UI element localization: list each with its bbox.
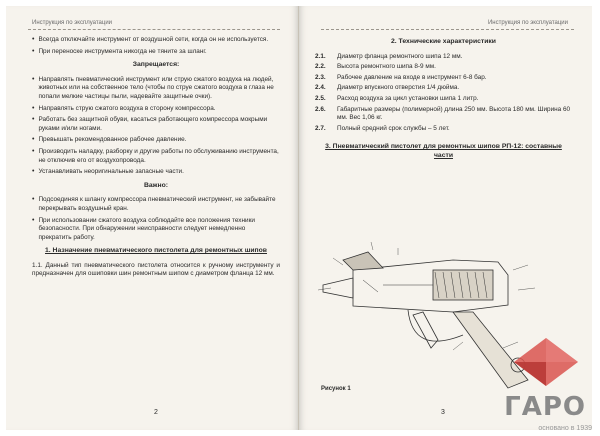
spec-number: 2.5.	[315, 94, 326, 102]
running-head: Инструкция по эксплуатации	[32, 20, 113, 26]
logo-subtitle: основано в 1939	[538, 425, 592, 432]
spec-text: Диаметр фланца ремонтного шипа 12 мм.	[337, 52, 463, 60]
logo-text: ГАРО	[504, 392, 586, 422]
bullet-item	[32, 148, 280, 165]
spec-number: 2.4.	[315, 84, 326, 92]
parts-heading: 3. Пневматический пистолет для ремонтных шипов РП-12: составные части	[325, 143, 562, 159]
spec-number: 2.7.	[315, 124, 326, 132]
left-page-content	[32, 36, 280, 282]
bullet-text: Направлять пневматический инструмент или струю сжатого воздуха на людей, животных или на собственное тело (чтобы по струе сжатого воздуха в глаза не попали мелкие частицы пыли, надевайте защитные очки).	[38, 75, 274, 100]
bullet-icon: •	[32, 36, 35, 43]
spec-item	[315, 63, 572, 72]
running-rule	[28, 29, 280, 30]
bullet-text: При переноске инструмента никогда не тяните за шланг.	[38, 47, 207, 55]
spec-number: 2.1.	[315, 52, 326, 60]
spec-text: Полный средний срок службы – 5 лет.	[337, 124, 450, 132]
right-page-content	[315, 36, 572, 167]
spec-item	[315, 84, 572, 93]
spec-text: Диаметр впускного отверстия 1/4 дюйма.	[337, 84, 460, 92]
running-rule	[321, 29, 574, 30]
pistol-nozzle	[323, 278, 353, 298]
bullet-item	[32, 217, 280, 243]
bullet-text: Превышать рекомендованное рабочее давление.	[38, 136, 187, 144]
section-text: 1.1. Данный тип пневматического пистолета относится к ручному инструменту и предназначен для ошиповки шин ремонтным шипом с диаметром фланца 12 мм.	[32, 261, 280, 278]
spec-number: 2.2.	[315, 63, 326, 71]
spec-text: Расход воздуха за цикл установки шипа 1 литр.	[337, 94, 479, 102]
spec-number: 2.6.	[315, 105, 326, 113]
bullet-item	[32, 168, 280, 177]
bullet-item	[32, 136, 280, 145]
bullet-icon: •	[32, 196, 35, 204]
figure-caption: Рисунок 1	[321, 386, 351, 392]
page-number: 2	[154, 409, 158, 416]
bullet-text: Работать без защитной обуви, касаться работающего компрессора мокрыми руками и/или ногами.	[38, 116, 268, 132]
spec-item	[315, 95, 572, 104]
bullet-item	[32, 196, 280, 213]
spec-text: Высота ремонтного шипа 8-9 мм.	[337, 63, 436, 71]
important-heading: Важно:	[143, 181, 169, 189]
bullet-text: При использовании сжатого воздуха соблюдайте все положения техники безопасности. При обнаружении неисправности следует немедленно прекратить работу.	[38, 216, 255, 241]
bullet-text: Подсоединяя к шлангу компрессора пневматический инструмент, не забывайте перекрывать воздушный кран.	[38, 196, 276, 212]
spec-item	[315, 74, 572, 83]
pistol-head	[343, 252, 383, 270]
running-head: Инструкция по эксплуатации	[487, 20, 568, 26]
bullet-item	[32, 76, 280, 102]
spec-item	[315, 53, 572, 62]
spec-item	[315, 106, 572, 123]
bullet-icon: •	[32, 168, 35, 176]
bullet-icon: •	[32, 75, 35, 83]
bullet-text: Производить наладку, разборку и другие работы по обслуживанию инструмента, не отключив его от воздухопровода.	[38, 147, 279, 164]
bullet-icon: •	[32, 136, 35, 144]
bullet-item	[32, 36, 280, 45]
forbidden-heading: Запрещается:	[132, 61, 180, 69]
bullet-text: Устанавливать неоригинальные запасные части.	[38, 168, 184, 176]
bullet-item	[32, 48, 280, 57]
pistol-trigger	[413, 312, 438, 348]
bullet-item	[32, 116, 280, 133]
spec-number: 2.3.	[315, 73, 326, 81]
spec-text: Габаритные размеры (полимерной) длина 250 мм. Высота 180 мм. Ширина 60 мм. Вес 1,06 кг.	[337, 105, 571, 122]
bullet-icon: •	[32, 216, 35, 224]
section-heading: 1. Назначение пневматического пистолета для ремонтных шипов	[45, 247, 267, 255]
bullet-text: Направлять струю сжатого воздуха в сторону компрессора.	[38, 104, 216, 112]
bullet-icon: •	[32, 116, 35, 124]
left-page	[6, 6, 299, 430]
bullet-icon: •	[32, 104, 35, 112]
spec-item	[315, 125, 572, 134]
bullet-item	[32, 105, 280, 114]
bullet-text: Всегда отключайте инструмент от воздушной сети, когда он не используется.	[38, 36, 269, 43]
specs-heading: 2. Технические характеристики	[391, 38, 496, 45]
bullet-icon: •	[32, 147, 35, 155]
spec-text: Рабочее давление на входе в инструмент 6-8 бар.	[337, 73, 487, 81]
page-number: 3	[441, 409, 445, 416]
bullet-icon: •	[32, 47, 35, 55]
pistol-spring	[433, 270, 493, 300]
